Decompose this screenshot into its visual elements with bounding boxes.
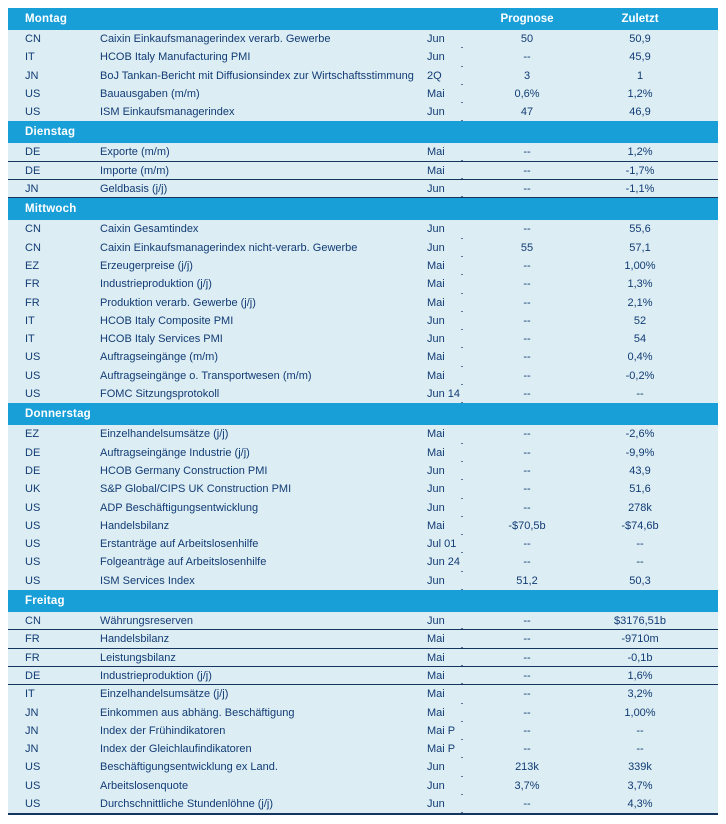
table-row [8,572,718,590]
table-row [8,499,718,517]
forecast-value: -- [523,615,531,628]
last-value: 2,1% [627,296,653,309]
period-label: Mai [427,519,445,532]
forecast-value: -- [523,428,531,441]
event-name: Erstanträge auf Arbeitslosenhilfe [100,538,259,551]
country-code: FR [25,278,40,291]
economic-calendar-table [8,8,718,815]
event-name: ADP Beschäftigungsentwicklung [100,501,259,514]
table-row [8,85,718,103]
period-label: Mai [427,688,445,701]
period-label: Mai [427,369,445,382]
forecast-value: 3 [523,69,531,82]
forecast-value: -- [523,797,531,810]
table-row [8,444,718,462]
country-code: US [25,538,41,551]
event-name: Geldbasis (j/j) [100,183,168,196]
forecast-value: -- [523,388,531,401]
country-code: US [25,351,41,364]
event-name: Industrieproduktion (j/j) [100,278,212,291]
period-label: Jun [427,106,445,119]
table-row [8,758,718,776]
table-row [8,330,718,348]
event-name: HCOB Italy Manufacturing PMI [100,51,251,64]
day-header-bar [8,198,718,220]
forecast-value: 50 [520,33,534,45]
period-label: Mai [427,446,445,459]
last-value: -2,6% [625,428,655,441]
table-row [8,462,718,480]
country-code: US [25,87,41,100]
table-row [8,649,718,667]
table-row [8,685,718,703]
last-value: 4,3% [627,797,653,810]
period-label: Jun [427,33,445,45]
forecast-value: -- [523,314,531,327]
table-row [8,48,718,66]
table-row [8,30,718,48]
period-label: Mai [427,259,445,272]
country-code: DE [25,669,41,682]
country-code: DE [25,146,41,159]
period-label: Jun [427,241,445,254]
forecast-value: -- [523,278,531,291]
country-code: FR [25,651,40,664]
event-name: Einzelhandelsumsätze (j/j) [100,688,229,701]
period-label: Jun [427,761,445,774]
forecast-value: -- [523,651,531,664]
day-label: Mittwoch [25,203,77,216]
country-code: CN [25,33,41,45]
day-header-bar [8,8,718,30]
period-label: Jun [427,483,445,496]
forecast-value: 213k [515,761,539,774]
event-name: Folgeanträge auf Arbeitslosenhilfe [100,556,267,569]
last-value: -1,7% [625,164,655,177]
day-header-bar [8,590,718,612]
last-value: 51,6 [629,483,651,496]
event-name: Caixin Gesamtindex [100,223,199,236]
last-value: 3,2% [627,688,653,701]
event-name: Leistungsbilanz [100,651,176,664]
period-label: Mai [427,706,445,719]
country-code: IT [25,51,35,64]
forecast-value: -- [523,538,531,551]
event-name: Importe (m/m) [100,164,170,177]
table-row [8,667,718,685]
last-value: -9,9% [625,446,655,459]
period-label: Jun [427,797,445,810]
forecast-value: -- [523,369,531,382]
country-code: US [25,761,41,774]
table-row [8,795,718,813]
table-row [8,704,718,722]
country-code: US [25,779,41,792]
last-value: 45,9 [629,51,651,64]
day-header-bar [8,121,718,143]
table-row [8,294,718,312]
event-name: Arbeitslosenquote [100,779,189,792]
period-label: Jun [427,779,445,792]
table-row [8,535,718,553]
table-row [8,425,718,443]
last-value: -1,1% [625,183,655,196]
period-label: Mai [427,87,445,100]
period-label: Mai [427,164,445,177]
forecast-value: -- [523,446,531,459]
last-value: -$74,6b [621,519,659,532]
country-code: CN [25,241,41,254]
period-label: Mai [427,146,445,159]
table-row [8,612,718,630]
country-code: FR [25,633,40,646]
forecast-value: -- [523,501,531,514]
last-value: 1,6% [627,669,653,682]
forecast-value: -- [523,669,531,682]
country-code: US [25,556,41,569]
day-label: Montag [25,13,68,25]
forecast-value: -- [523,296,531,309]
country-code: US [25,501,41,514]
forecast-value: -- [523,333,531,346]
event-name: Index der Frühindikatoren [100,724,226,737]
column-header-forecast: Prognose [500,13,554,25]
last-value: 339k [628,761,652,774]
country-code: DE [25,446,41,459]
country-code: DE [25,164,41,177]
forecast-value: -- [523,51,531,64]
period-label: Mai [427,351,445,364]
table-row [8,722,718,740]
forecast-value: -- [523,146,531,159]
table-row [8,630,718,648]
event-name: Produktion verarb. Gewerbe (j/j) [100,296,256,309]
last-value: 1,00% [624,706,656,719]
table-row [8,348,718,366]
event-name: Industrieproduktion (j/j) [100,669,212,682]
last-value: 3,7% [627,779,653,792]
period-label: Jun [427,51,445,64]
last-value: 0,4% [627,351,653,364]
table-row [8,67,718,85]
last-value: -- [636,538,644,551]
event-name: HCOB Italy Composite PMI [100,314,234,327]
table-row [8,740,718,758]
event-name: Durchschnittliche Stundenlöhne (j/j) [100,797,274,810]
country-code: EZ [25,428,40,441]
forecast-value: 55 [520,241,534,254]
table-row [8,180,718,198]
event-name: HCOB Italy Services PMI [100,333,223,346]
column-header-last: Zuletzt [621,13,659,25]
country-code: IT [25,688,35,701]
period-label: Mai [427,633,445,646]
forecast-value: -- [523,706,531,719]
last-value: 50,9 [629,33,651,45]
country-code: US [25,519,41,532]
table-row [8,239,718,257]
last-value: 1,2% [627,87,653,100]
forecast-value: 51,2 [516,574,538,587]
last-value: 1 [636,69,644,82]
country-code: US [25,574,41,587]
country-code: US [25,797,41,810]
period-label: Jun [427,223,445,236]
event-name: Auftragseingänge Industrie (j/j) [100,446,250,459]
period-label: Jun [427,183,445,196]
period-label: Jul 01 [427,538,457,551]
event-name: Auftragseingänge (m/m) [100,351,218,364]
country-code: CN [25,223,41,236]
country-code: US [25,388,41,401]
period-label: Mai [427,428,445,441]
country-code: EZ [25,259,40,272]
last-value: 1,00% [624,259,656,272]
day-label: Dienstag [25,126,76,139]
last-value: -0,1b [627,651,653,664]
last-value: 1,2% [627,146,653,159]
period-label: Jun 24 [427,556,461,569]
last-value: 54 [633,333,647,346]
period-label: Jun [427,314,445,327]
table-row [8,385,718,403]
country-code: US [25,369,41,382]
forecast-value: -- [523,633,531,646]
forecast-value: 0,6% [514,87,540,100]
event-name: Erzeugerpreise (j/j) [100,259,193,272]
period-label: Jun [427,333,445,346]
table-row [8,480,718,498]
period-label: Jun [427,501,445,514]
forecast-value: -- [523,464,531,477]
table-row [8,312,718,330]
forecast-value: -- [523,688,531,701]
last-value: $3176,51b [614,615,666,628]
country-code: JN [25,69,39,82]
event-name: Exporte (m/m) [100,146,170,159]
last-value: 57,1 [629,241,651,254]
column-divider-dot [461,812,463,814]
country-code: IT [25,333,35,346]
event-name: Handelsbilanz [100,633,170,646]
table-row [8,517,718,535]
period-label: 2Q [427,69,442,82]
event-name: Handelsbilanz [100,519,170,532]
period-label: Mai [427,296,445,309]
forecast-value: -$70,5b [508,519,546,532]
forecast-value: 3,7% [514,779,540,792]
table-row [8,777,718,795]
event-name: ISM Services Index [100,574,195,587]
country-code: JN [25,743,39,756]
period-label: Mai P [427,743,456,756]
last-value: 52 [633,314,647,327]
last-value: 43,9 [629,464,651,477]
period-label: Jun [427,574,445,587]
forecast-value: -- [523,483,531,496]
last-value: -- [636,724,644,737]
forecast-value: -- [523,743,531,756]
last-value: -0,2% [625,369,655,382]
last-value: 278k [628,501,652,514]
country-code: UK [25,483,41,496]
last-value: -9710m [621,633,659,646]
last-value: -- [636,388,644,401]
period-label: Mai [427,278,445,291]
period-label: Mai [427,669,445,682]
event-name: Währungsreserven [100,615,193,628]
forecast-value: -- [523,223,531,236]
country-code: FR [25,296,40,309]
period-label: Jun [427,615,445,628]
table-row [8,220,718,238]
country-code: IT [25,314,35,327]
day-label: Donnerstag [25,408,91,421]
table-row [8,257,718,275]
table-row [8,162,718,180]
last-value: -- [636,743,644,756]
country-code: JN [25,706,39,719]
last-value: 46,9 [629,106,651,119]
day-header-bar [8,403,718,425]
forecast-value: 47 [520,106,534,119]
period-label: Mai [427,651,445,664]
event-name: Caixin Einkaufsmanagerindex verarb. Gewerbe [100,33,331,45]
period-label: Mai P [427,724,456,737]
event-name: HCOB Germany Construction PMI [100,464,268,477]
country-code: CN [25,615,41,628]
period-label: Jun [427,464,445,477]
table-row [8,553,718,571]
period-label: Jun 14 [427,388,461,401]
table-row [8,103,718,121]
country-code: DE [25,464,41,477]
forecast-value: -- [523,724,531,737]
event-name: Index der Gleichlaufindikatoren [100,743,252,756]
last-value: 55,6 [629,223,651,236]
event-name: Auftragseingänge o. Transportwesen (m/m) [100,369,312,382]
day-label: Freitag [25,595,65,608]
forecast-value: -- [523,351,531,364]
country-code: US [25,106,41,119]
last-value: 50,3 [629,574,651,587]
last-value: 1,3% [627,278,653,291]
event-name: Bauausgaben (m/m) [100,87,200,100]
table-row [8,367,718,385]
country-code: JN [25,183,39,196]
country-code: JN [25,724,39,737]
event-name: Einkommen aus abhäng. Beschäftigung [100,706,295,719]
forecast-value: -- [523,164,531,177]
forecast-value: -- [523,183,531,196]
event-name: BoJ Tankan-Bericht mit Diffusionsindex zur Wirtschaftsstimmung [100,69,414,82]
forecast-value: -- [523,556,531,569]
event-name: Einzelhandelsumsätze (j/j) [100,428,229,441]
event-name: Beschäftigungsentwicklung ex Land. [100,761,278,774]
table-row [8,143,718,161]
last-value: -- [636,556,644,569]
event-name: ISM Einkaufsmanagerindex [100,106,235,119]
event-name: FOMC Sitzungsprotokoll [100,388,220,401]
event-name: Caixin Einkaufsmanagerindex nicht-verarb. Gewerbe [100,241,358,254]
table-row [8,275,718,293]
forecast-value: -- [523,259,531,272]
event-name: S&P Global/CIPS UK Construction PMI [100,483,292,496]
